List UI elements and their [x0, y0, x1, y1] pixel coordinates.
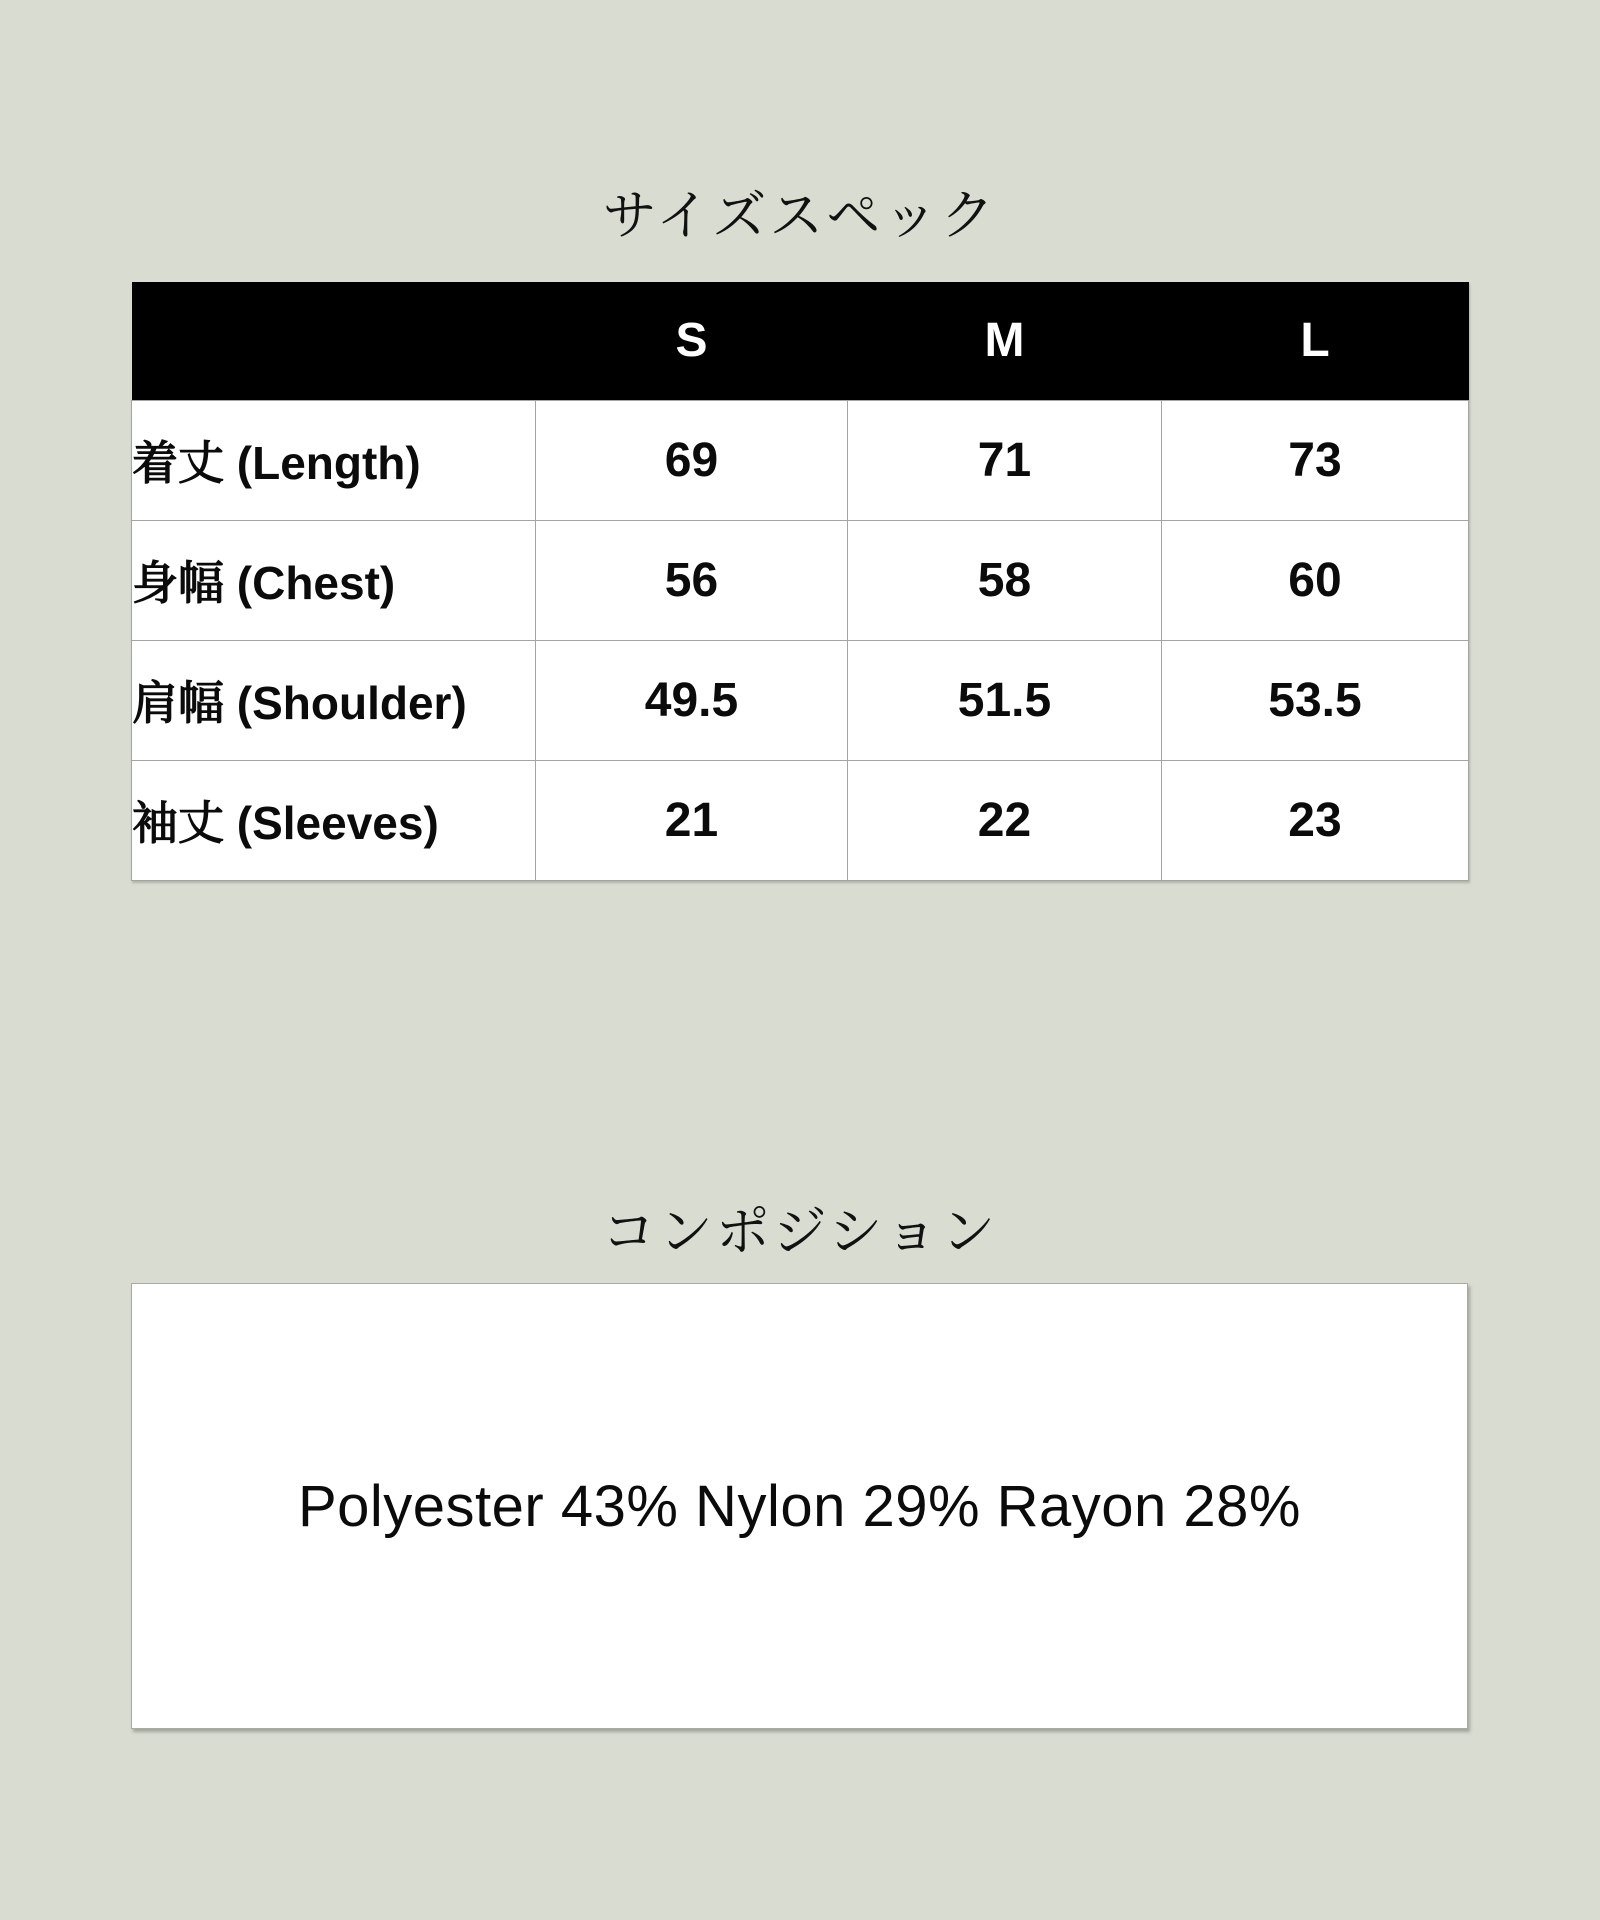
value-shoulder-s: 49.5 [536, 640, 848, 760]
table-row-shoulder [132, 640, 1469, 760]
header-size-l: L [1162, 282, 1469, 400]
value-chest-m: 58 [848, 520, 1162, 640]
table-row-length [132, 400, 1469, 520]
value-sleeves-s: 21 [536, 760, 848, 880]
row-label-sleeves: 袖丈 (Sleeves) [132, 760, 536, 880]
value-shoulder-l: 53.5 [1162, 640, 1469, 760]
row-label-length: 着丈 (Length) [132, 400, 536, 520]
size-table-header [132, 282, 1469, 400]
value-shoulder-m: 51.5 [848, 640, 1162, 760]
value-sleeves-m: 22 [848, 760, 1162, 880]
composition-title: コンポジション [601, 1202, 999, 1262]
header-corner-cell [132, 282, 536, 400]
value-sleeves-l: 23 [1162, 760, 1469, 880]
value-length-m: 71 [848, 400, 1162, 520]
table-row-sleeves [132, 760, 1469, 880]
header-size-m: M [848, 282, 1162, 400]
size-table-body [132, 400, 1469, 880]
size-spec-title: サイズスペック [602, 186, 998, 246]
row-label-shoulder: 肩幅 (Shoulder) [132, 640, 536, 760]
row-label-chest: 身幅 (Chest) [132, 520, 536, 640]
size-spec-table [131, 282, 1469, 881]
value-chest-s: 56 [536, 520, 848, 640]
header-size-s: S [536, 282, 848, 400]
composition-box [131, 1283, 1468, 1729]
value-length-s: 69 [536, 400, 848, 520]
header-row [132, 282, 1469, 400]
composition-text: Polyester 43% Nylon 29% Rayon 28% [297, 1473, 1302, 1539]
table-row-chest [132, 520, 1469, 640]
value-chest-l: 60 [1162, 520, 1469, 640]
value-length-l: 73 [1162, 400, 1469, 520]
